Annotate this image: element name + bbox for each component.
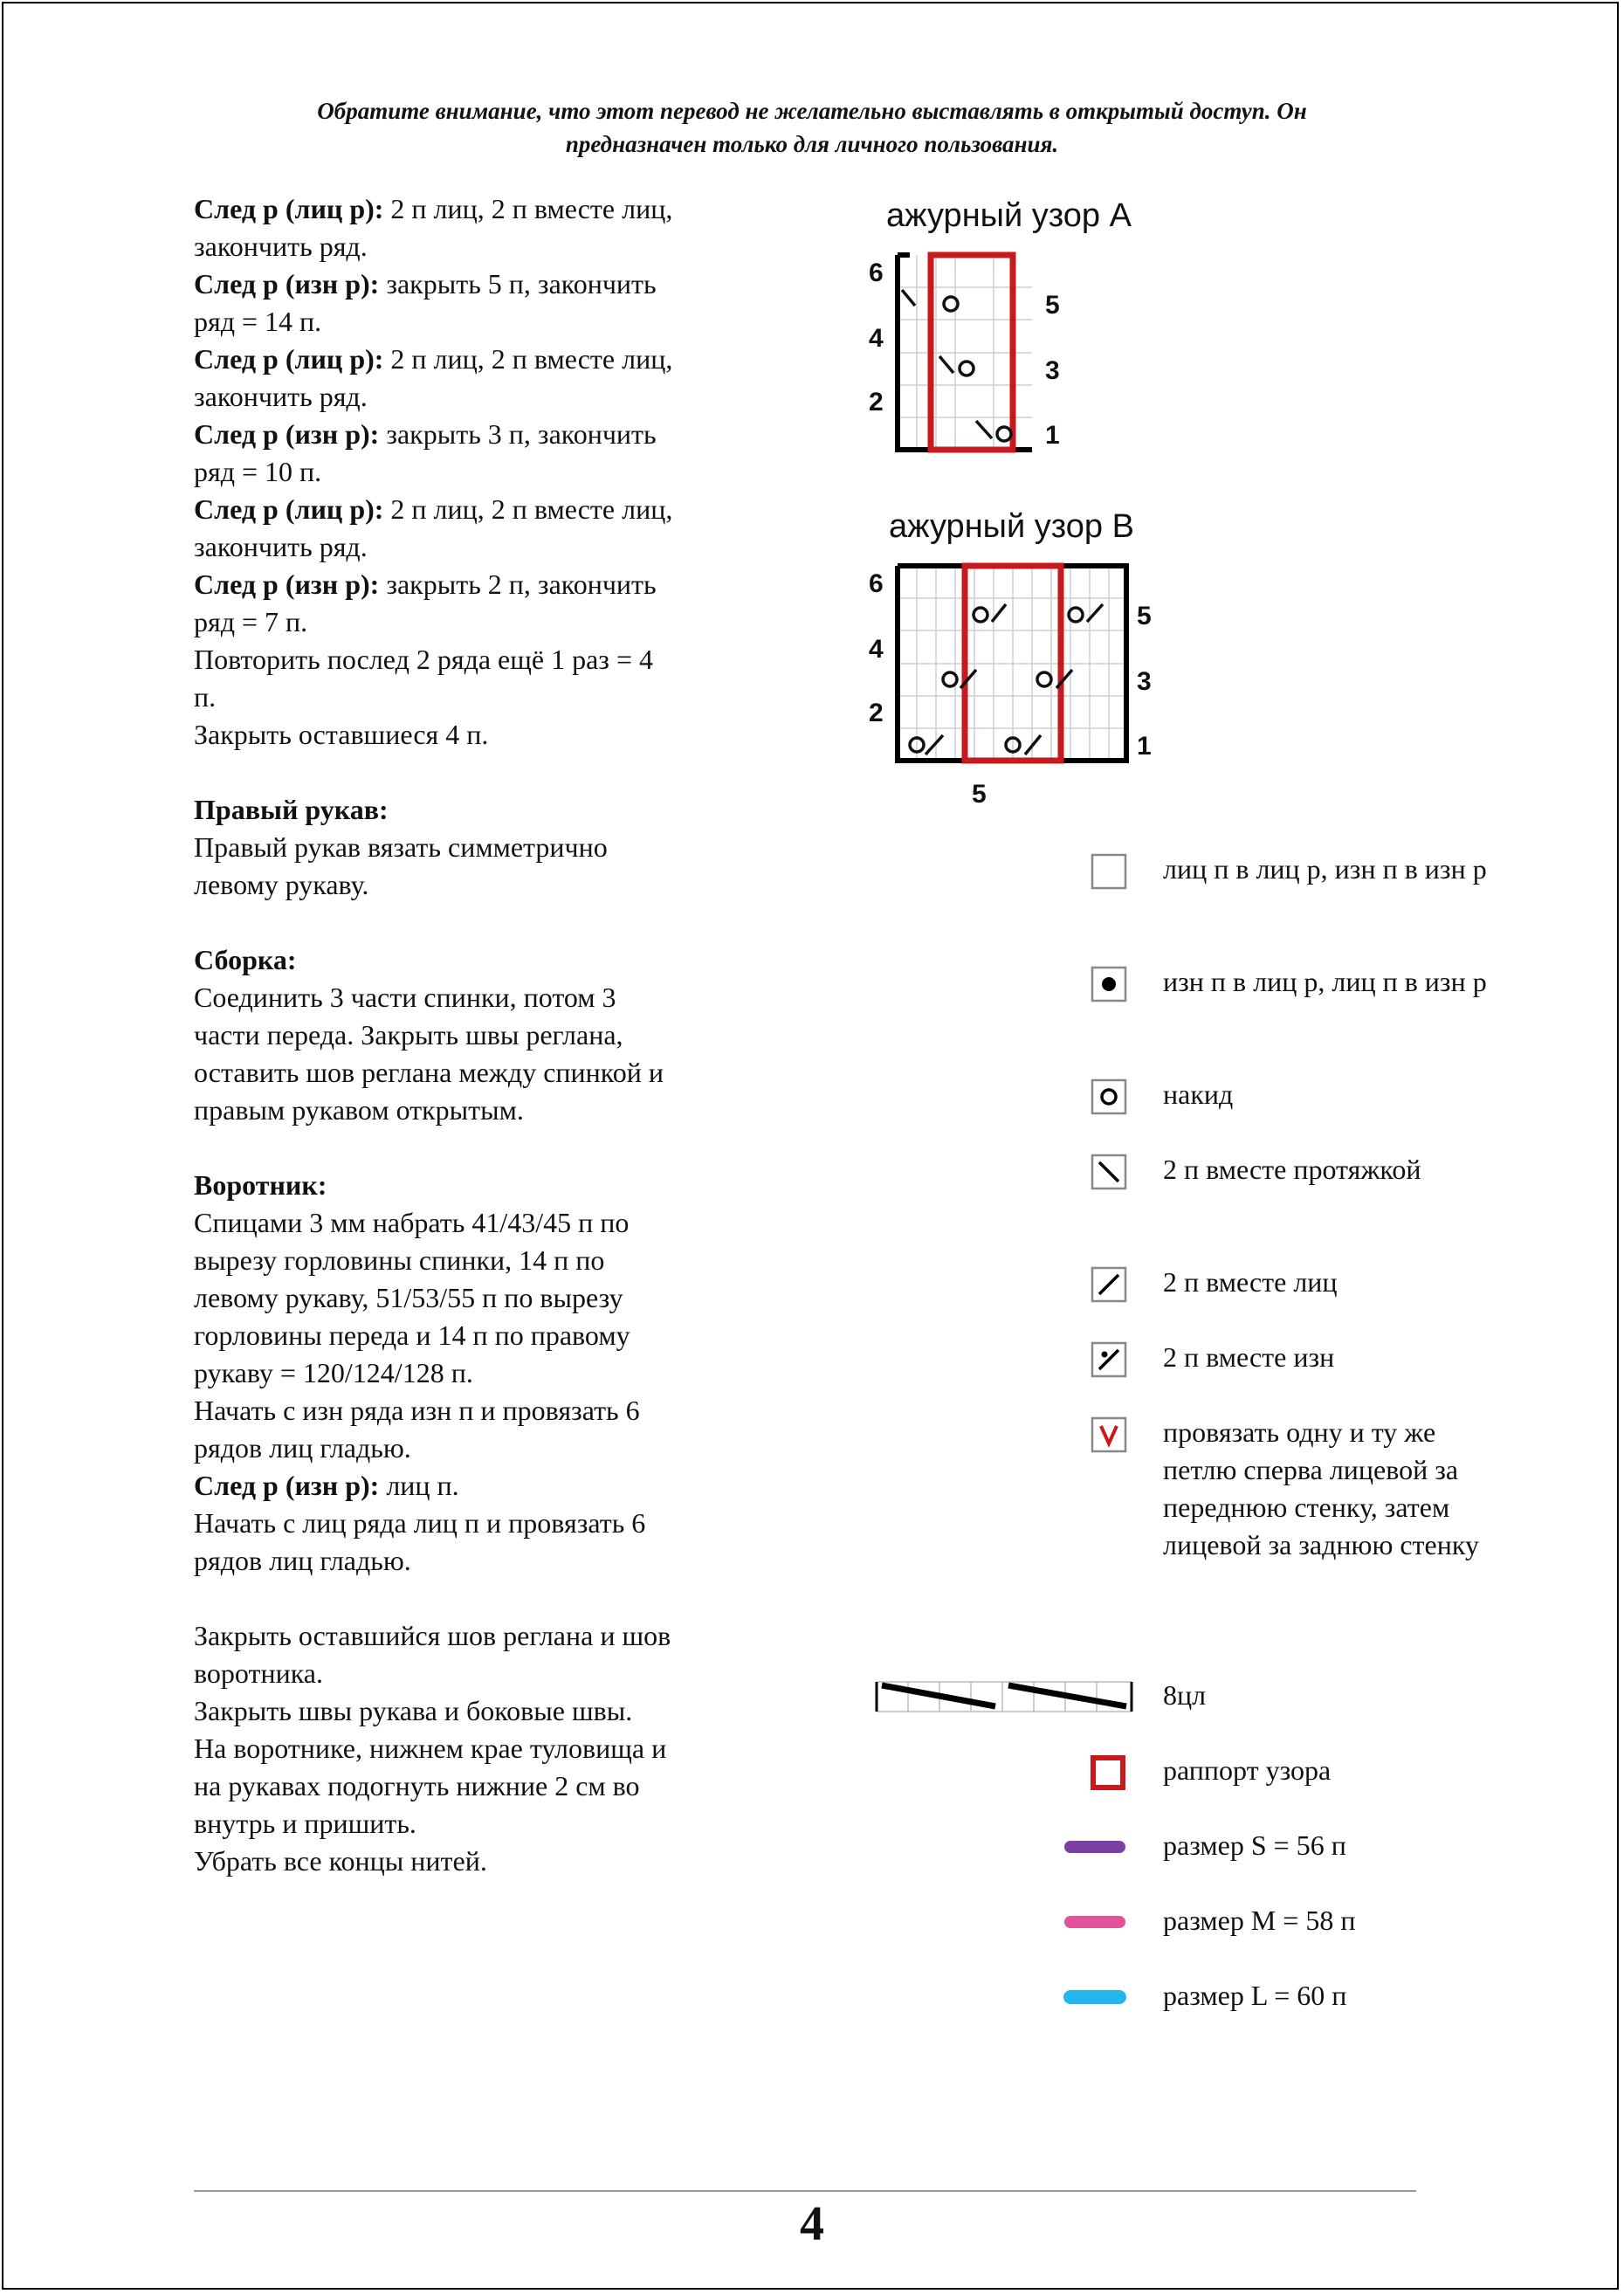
- collar-heading: Воротник:: [194, 1169, 327, 1201]
- notice-line-2: предназначен только для личного пользования.: [565, 131, 1059, 157]
- instruction-row: [194, 190, 770, 228]
- notice-line-1: Обратите внимание, что этот перевод не желательно выставлять в открытый доступ. Он: [317, 98, 1307, 124]
- collar-text: рукаву = 120/124/128 п.: [194, 1357, 473, 1388]
- instructions-column: [194, 190, 770, 1880]
- instruction-text: Повторить послед 2 ряда ещё 1 раз = 4: [194, 644, 653, 675]
- legend-yo: [1074, 1076, 1484, 1116]
- finish-text: На воротнике, нижнем крае туловища и: [194, 1733, 667, 1764]
- repeat-box-icon: [1088, 1753, 1128, 1792]
- cable-icon: [873, 1675, 1135, 1719]
- increase-icon: [1090, 1416, 1128, 1454]
- collar-text: Начать с лиц ряда лиц п и провязать 6: [194, 1507, 646, 1539]
- instruction-row: [194, 566, 770, 603]
- legend-label: размер M = 58 п: [1163, 1905, 1356, 1936]
- finish-text: внутрь и пришить.: [194, 1808, 416, 1839]
- legend-p2tog: [1074, 1339, 1484, 1379]
- row-label: След р (лиц р):: [194, 343, 384, 375]
- knit-icon: [1090, 852, 1128, 891]
- assembly-text: части переда. Закрыть швы реглана,: [194, 1019, 623, 1051]
- row-label: След р (изн р):: [194, 568, 380, 600]
- instruction-row: [194, 265, 770, 303]
- instruction-row: [194, 341, 770, 378]
- k2tog-icon: [1090, 1265, 1128, 1304]
- row-label: След р (лиц р):: [194, 193, 384, 224]
- legend-label: 2 п вместе лиц: [1163, 1266, 1338, 1298]
- legend-repeat: [1074, 1752, 1484, 1792]
- chart-b-row-label: 2: [869, 699, 884, 727]
- yarn-over-icon: [1090, 1078, 1128, 1116]
- chart-a-row-label: 3: [1045, 356, 1060, 385]
- row-text: закрыть 3 п, закончить: [379, 418, 657, 450]
- legend-size-l: [1074, 1977, 1484, 2017]
- row-text: лиц п.: [379, 1470, 459, 1501]
- legend-size-m: [1074, 1902, 1484, 1942]
- chart-a-row-label: 2: [869, 388, 884, 417]
- purl-dot-icon: [1090, 965, 1128, 1003]
- chart-a: [856, 245, 1083, 463]
- instruction-cont: закончить ряд.: [194, 381, 368, 412]
- legend-purl: [1074, 963, 1487, 1042]
- sleeve-text: левому рукаву.: [194, 869, 369, 900]
- chart-b-row-label: 6: [869, 569, 884, 598]
- row-label: След р (изн р):: [194, 418, 380, 450]
- collar-text: Начать с изн ряда изн п и провязать 6: [194, 1395, 640, 1426]
- chart-b-row-label: 4: [869, 635, 884, 664]
- row-text: 2 п лиц, 2 п вместе лиц,: [383, 343, 673, 375]
- legend-label: лиц п в лиц р, изн п в изн р: [1163, 853, 1487, 885]
- chart-b-row-label: 5: [1137, 602, 1152, 630]
- row-label: След р (изн р):: [194, 1470, 380, 1501]
- legend-label: провязать одну и ту же петлю сперва лицевой за переднюю стенку, затем лицевой за заднюю стенку: [1163, 1416, 1479, 1560]
- row-text: 2 п лиц, 2 п вместе лиц,: [383, 193, 673, 224]
- legend-ssk: [1074, 1151, 1484, 1230]
- legend-label: 2 п вместе изн: [1163, 1341, 1335, 1373]
- legend-increase: [1074, 1414, 1484, 1641]
- chart-a-title: ажурный узор A: [886, 197, 1132, 234]
- legend-knit: [1074, 851, 1487, 929]
- legend-label: 8цл: [1163, 1679, 1207, 1711]
- finish-text: Закрыть оставшийся шов реглана и шов: [194, 1620, 671, 1651]
- assembly-text: Соединить 3 части спинки, потом 3: [194, 982, 616, 1013]
- instruction-text: Закрыть оставшиеся 4 п.: [194, 719, 489, 750]
- chart-b-row-label: 1: [1137, 732, 1152, 761]
- page-number: 4: [800, 2197, 824, 2251]
- footer-divider: [194, 2190, 1416, 2192]
- collar-text: Спицами 3 мм набрать 41/43/45 п по: [194, 1207, 630, 1238]
- instruction-row: [194, 491, 770, 528]
- collar-text: горловины переда и 14 п по правому: [194, 1319, 630, 1351]
- chart-b: [856, 555, 1170, 817]
- legend-label: размер S = 56 п: [1163, 1829, 1346, 1861]
- instruction-cont: ряд = 7 п.: [194, 606, 308, 637]
- sleeve-text: Правый рукав вязать симметрично: [194, 831, 608, 863]
- row-text: 2 п лиц, 2 п вместе лиц,: [383, 493, 673, 525]
- legend-size-s: [1074, 1827, 1484, 1867]
- finish-text: Закрыть швы рукава и боковые швы.: [194, 1695, 633, 1726]
- legend-label: 2 п вместе протяжкой: [1163, 1154, 1421, 1185]
- p2tog-icon: [1090, 1340, 1128, 1379]
- legend-k2tog: [1074, 1264, 1484, 1304]
- size-s-swatch-icon: [1058, 1832, 1132, 1862]
- chart-a-row-label: 5: [1045, 291, 1060, 320]
- size-m-swatch-icon: [1058, 1907, 1132, 1937]
- assembly-text: оставить шов реглана между спинкой и: [194, 1057, 664, 1088]
- finish-text: воротника.: [194, 1657, 323, 1689]
- legend-cable: [873, 1677, 1484, 1717]
- instruction-cont: закончить ряд.: [194, 231, 368, 262]
- collar-text: вырезу горловины спинки, 14 п по: [194, 1244, 605, 1276]
- notice: [210, 94, 1414, 161]
- instruction-cont: ряд = 10 п.: [194, 456, 322, 487]
- row-label: След р (лиц р):: [194, 493, 384, 525]
- chart-b-title: ажурный узор B: [889, 508, 1134, 545]
- instruction-cont: ряд = 14 п.: [194, 306, 322, 337]
- row-text: закрыть 2 п, закончить: [379, 568, 657, 600]
- instruction-text: п.: [194, 681, 217, 713]
- row-text: закрыть 5 п, закончить: [379, 268, 657, 300]
- chart-b-row-label: 3: [1137, 667, 1152, 696]
- instruction-cont: закончить ряд.: [194, 531, 368, 562]
- ssk-icon: [1090, 1153, 1128, 1191]
- sleeve-heading: Правый рукав:: [194, 794, 389, 825]
- assembly-heading: Сборка:: [194, 944, 297, 975]
- collar-row: [194, 1467, 770, 1505]
- instruction-row: [194, 416, 770, 453]
- chart-a-row-label: 1: [1045, 421, 1060, 450]
- finish-text: Убрать все концы нитей.: [194, 1845, 487, 1877]
- legend-label: размер L = 60 п: [1163, 1980, 1347, 2011]
- legend-label: изн п в лиц р, лиц п в изн р: [1163, 966, 1487, 997]
- chart-a-row-label: 4: [869, 324, 884, 353]
- legend-label: раппорт узора: [1163, 1754, 1332, 1786]
- finish-text: на рукавах подогнуть нижние 2 см во: [194, 1770, 640, 1801]
- collar-text: рядов лиц гладью.: [194, 1432, 411, 1464]
- chart-a-row-label: 6: [869, 258, 884, 287]
- chart-b-col-label: 5: [972, 780, 987, 809]
- collar-text: левому рукаву, 51/53/55 п по вырезу: [194, 1282, 623, 1313]
- size-l-swatch-icon: [1058, 1982, 1132, 2012]
- collar-text: рядов лиц гладью.: [194, 1545, 411, 1576]
- row-label: След р (изн р):: [194, 268, 380, 300]
- legend-label: накид: [1163, 1078, 1234, 1110]
- assembly-text: правым рукавом открытым.: [194, 1094, 524, 1126]
